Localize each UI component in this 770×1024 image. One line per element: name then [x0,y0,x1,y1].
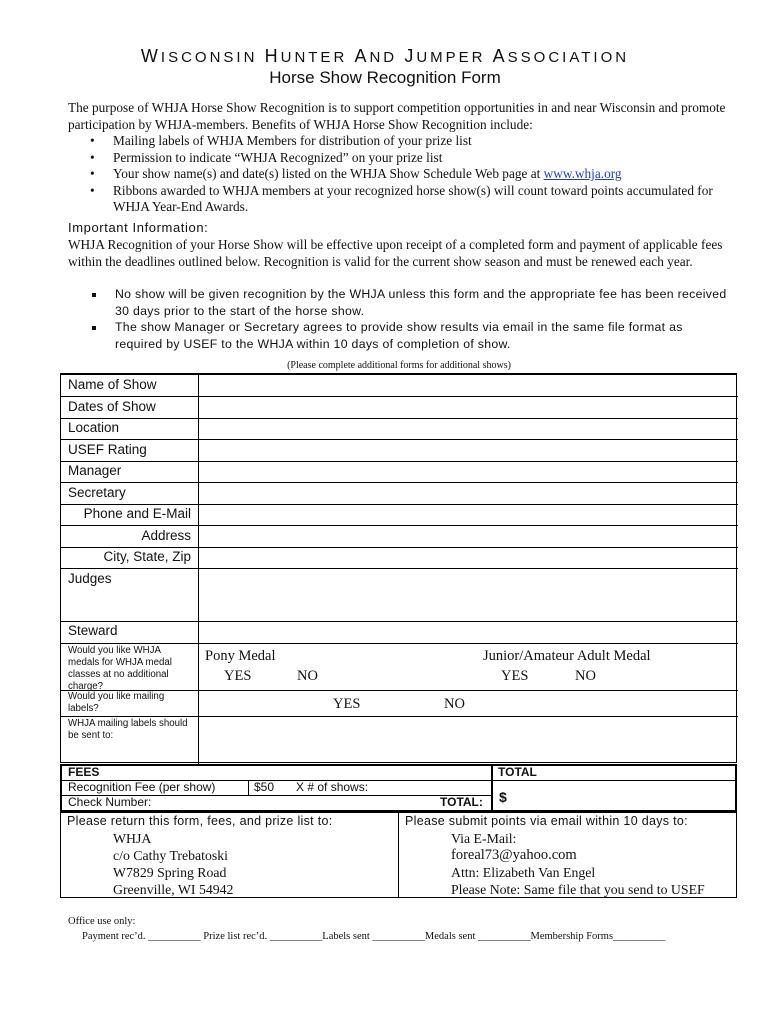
list-item: • Ribbons awarded to WHJA members at your recognized horse show(s) will count toward points accumulated for WHJA Year-End Awards. [90,183,730,216]
important-paragraph: WHJA Recognition of your Horse Show will be effective upon receipt of a completed form and payment of applicable fees within the deadlines outlined below. Recognition is valid for the current show season and must be renewed each year. [68,237,723,269]
field-label-manager: Manager [68,463,122,478]
fee-amount: $50 [254,780,275,794]
form-title: Horse Show Recognition Form [269,68,501,87]
benefit-list [90,133,730,216]
return-address [113,830,233,898]
check-number-label: Check Number: [68,795,152,809]
whja-website-link[interactable]: www.whja.org [543,166,622,181]
pony-medal-no[interactable]: NO [297,668,318,684]
mailing-question: Would you like mailing labels? [68,691,165,714]
additional-forms-note: (Please complete additional forms for additional shows) [287,360,511,371]
intro-paragraph: The purpose of WHJA Horse Show Recognition is to support competition opportunities in and near Wisconsin and promote participation by WHJA-members. Benefits of WHJA Horse Show Recognition include: [68,100,726,132]
list-item: No show will be given recognition by the WHJA unless this form and the appropriate fee has been received 30 days prior to the start of the horse show. [90,286,730,319]
address-line: Greenville, WI 54942 [113,882,234,897]
recognition-fee-label: Recognition Fee (per show) [68,780,216,794]
list-item: • Mailing labels of WHJA Members for distribution of your prize list [90,133,730,150]
address-line: W7829 Spring Road [113,865,227,880]
field-label-address: Address [141,528,191,543]
return-heading: Please return this form, fees, and prize list to: [67,814,333,828]
contact-line: Via E-Mail: [451,831,517,846]
field-label-show-name: Name of Show [68,377,157,392]
contact-line: Please Note: Same file that you send to USEF [451,882,705,897]
field-label-secretary: Secretary [68,485,126,500]
shows-count-label: X # of shows: [296,780,369,794]
field-label-phone-email: Phone and E-Mail [83,506,191,521]
submit-heading: Please submit points via email within 10 days to: [405,814,688,828]
address-line: WHJA [113,831,152,846]
field-label-show-dates: Dates of Show [68,399,156,414]
fees-heading: FEES [68,765,100,779]
list-item: The show Manager or Secretary agrees to provide show results via email in the same file format as required by USEF to the WHJA within 10 days of completion of show. [90,319,730,352]
field-label-city-state-zip: City, State, Zip [103,549,191,564]
junior-medal-label: Junior/Amateur Adult Medal [483,648,651,664]
submit-contact [451,830,705,898]
total-dollar-sign: $ [499,789,507,805]
mailing-yes[interactable]: YES [333,696,361,712]
labels-question: WHJA mailing labels should be sent to: [68,718,188,741]
mailing-instructions [60,812,737,898]
contact-line: Attn: Elizabeth Van Engel [451,865,596,880]
important-heading: Important Information: [68,220,209,235]
important-list [90,286,730,352]
list-item: • Your show name(s) and date(s) listed on the WHJA Show Schedule Web page at www.whja.org [90,166,730,183]
mailing-no[interactable]: NO [444,696,465,712]
junior-medal-no[interactable]: NO [575,668,596,684]
junior-medal-yes[interactable]: YES [501,668,529,684]
fees-table [60,764,737,812]
office-heading: Office use only: [68,916,136,927]
field-label-location: Location [68,420,120,435]
contact-email[interactable]: foreal73@yahoo.com [451,847,577,863]
list-item: • Permission to indicate “WHJA Recognized” on your prize list [90,150,730,167]
total-heading: TOTAL [498,765,537,779]
office-checklist: Payment rec’d. __________ Prize list rec’d. __________Labels sent __________Medals sent __________Membership Forms__________ [82,931,666,942]
pony-medal-yes[interactable]: YES [224,668,252,684]
total-label: TOTAL: [440,795,483,809]
address-line: c/o Cathy Trebatoski [113,848,228,863]
show-info-table [60,373,737,763]
org-name: WISCONSIN HUNTER AND JUMPER ASSOCIATION [140,46,630,66]
field-label-judges: Judges [68,571,112,586]
office-use [68,914,666,944]
pony-medal-label: Pony Medal [205,648,276,664]
field-label-steward: Steward [68,623,118,638]
field-label-usef-rating: USEF Rating [68,442,147,457]
medal-question: Would you like WHJA medals for WHJA medal classes at no additional charge? [68,645,172,692]
